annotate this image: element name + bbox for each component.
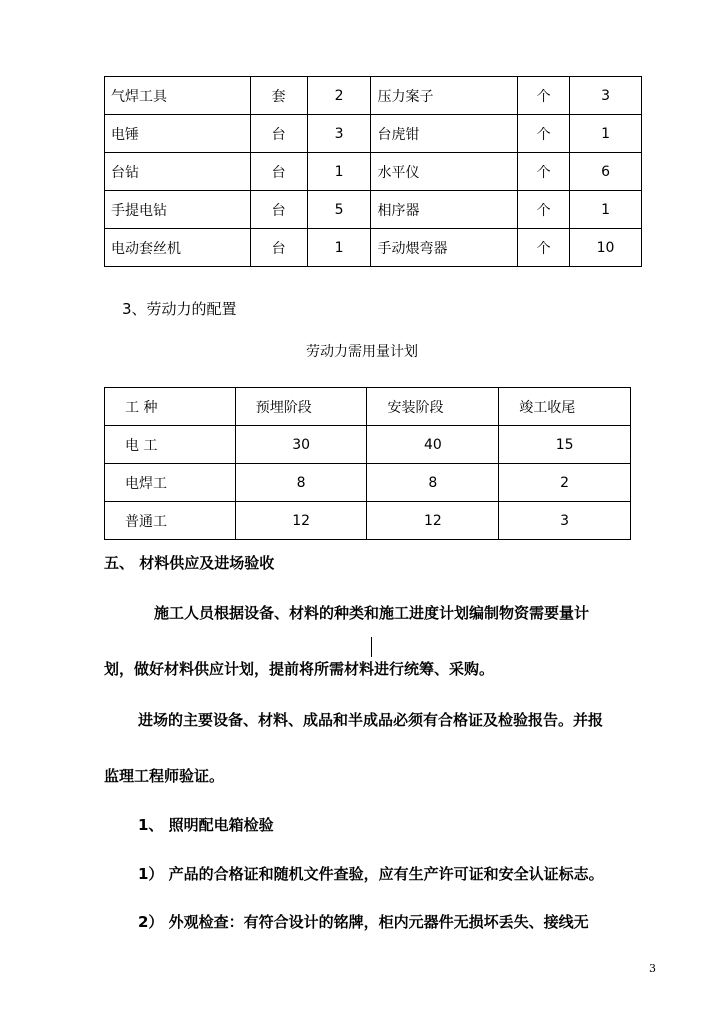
column-header: 工 种: [105, 388, 236, 426]
table-cell: 1: [307, 153, 371, 191]
table-cell: 个: [518, 77, 570, 115]
page-number: 3: [649, 962, 656, 975]
table-cell: 1: [307, 229, 371, 267]
table-cell: 3: [499, 502, 631, 540]
table-cell: 台: [250, 115, 307, 153]
table-cell: 普通工: [105, 502, 236, 540]
table-row: [105, 502, 631, 540]
table-row: [105, 153, 642, 191]
table-cell: 个: [518, 191, 570, 229]
table-cell: 电焊工: [105, 464, 236, 502]
column-header: 预埋阶段: [235, 388, 367, 426]
table-cell: 台: [250, 153, 307, 191]
subsection-1-heading: 1、 照明配电箱检验: [138, 816, 274, 834]
table-cell: 压力案子: [371, 77, 518, 115]
tools-table: [104, 76, 642, 267]
table-cell: 5: [307, 191, 371, 229]
table-cell: 3: [570, 77, 642, 115]
text-cursor: [371, 637, 372, 657]
section-3-heading: 3、劳动力的配置: [122, 300, 237, 318]
column-header: 安装阶段: [367, 388, 499, 426]
table-cell: 电 工: [105, 426, 236, 464]
table-cell: 3: [307, 115, 371, 153]
table-cell: 手提电钻: [105, 191, 251, 229]
table-row: [105, 229, 642, 267]
column-header: 竣工收尾: [499, 388, 631, 426]
table-cell: 8: [235, 464, 367, 502]
table-cell: 台: [250, 191, 307, 229]
table-cell: 10: [570, 229, 642, 267]
table-cell: 30: [235, 426, 367, 464]
table-row: [105, 191, 642, 229]
table-cell: 6: [570, 153, 642, 191]
table-cell: 15: [499, 426, 631, 464]
table-header-row: [105, 388, 631, 426]
table-row: [105, 464, 631, 502]
list-item-1: 1） 产品的合格证和随机文件查验，应有生产许可证和安全认证标志。: [138, 865, 604, 883]
table-cell: 相序器: [371, 191, 518, 229]
table-cell: 台: [250, 229, 307, 267]
table-cell: 40: [367, 426, 499, 464]
table-cell: 个: [518, 229, 570, 267]
table-cell: 1: [570, 191, 642, 229]
paragraph-2-line-2: 监理工程师验证。: [104, 767, 225, 785]
table-cell: 1: [570, 115, 642, 153]
table-cell: 12: [367, 502, 499, 540]
table-row: [105, 77, 642, 115]
section-5-heading: 五、 材料供应及进场验收: [104, 554, 275, 572]
list-item-2: 2） 外观检查：有符合设计的铭牌，柜内元器件无损坏丢失、接线无: [138, 913, 589, 931]
table-cell: 12: [235, 502, 367, 540]
table-cell: 个: [518, 153, 570, 191]
labor-table: [104, 387, 631, 540]
labor-table-caption: 劳动力需用量计划: [306, 344, 418, 360]
table-cell: 8: [367, 464, 499, 502]
table-cell: 手动煨弯器: [371, 229, 518, 267]
table-row: [105, 115, 642, 153]
table-cell: 水平仪: [371, 153, 518, 191]
table-cell: 气焊工具: [105, 77, 251, 115]
table-cell: 电锤: [105, 115, 251, 153]
paragraph-1-line-1: 施工人员根据设备、材料的种类和施工进度计划编制物资需要量计: [154, 604, 590, 622]
table-cell: 套: [250, 77, 307, 115]
table-cell: 台钻: [105, 153, 251, 191]
paragraph-2-line-1: 进场的主要设备、材料、成品和半成品必须有合格证及检验报告。并报: [138, 711, 604, 729]
table-cell: 2: [307, 77, 371, 115]
table-cell: 电动套丝机: [105, 229, 251, 267]
paragraph-1-line-2: 划，做好材料供应计划，提前将所需材料进行统筹、采购。: [104, 660, 495, 678]
table-cell: 2: [499, 464, 631, 502]
table-cell: 台虎钳: [371, 115, 518, 153]
table-cell: 个: [518, 115, 570, 153]
table-row: [105, 426, 631, 464]
